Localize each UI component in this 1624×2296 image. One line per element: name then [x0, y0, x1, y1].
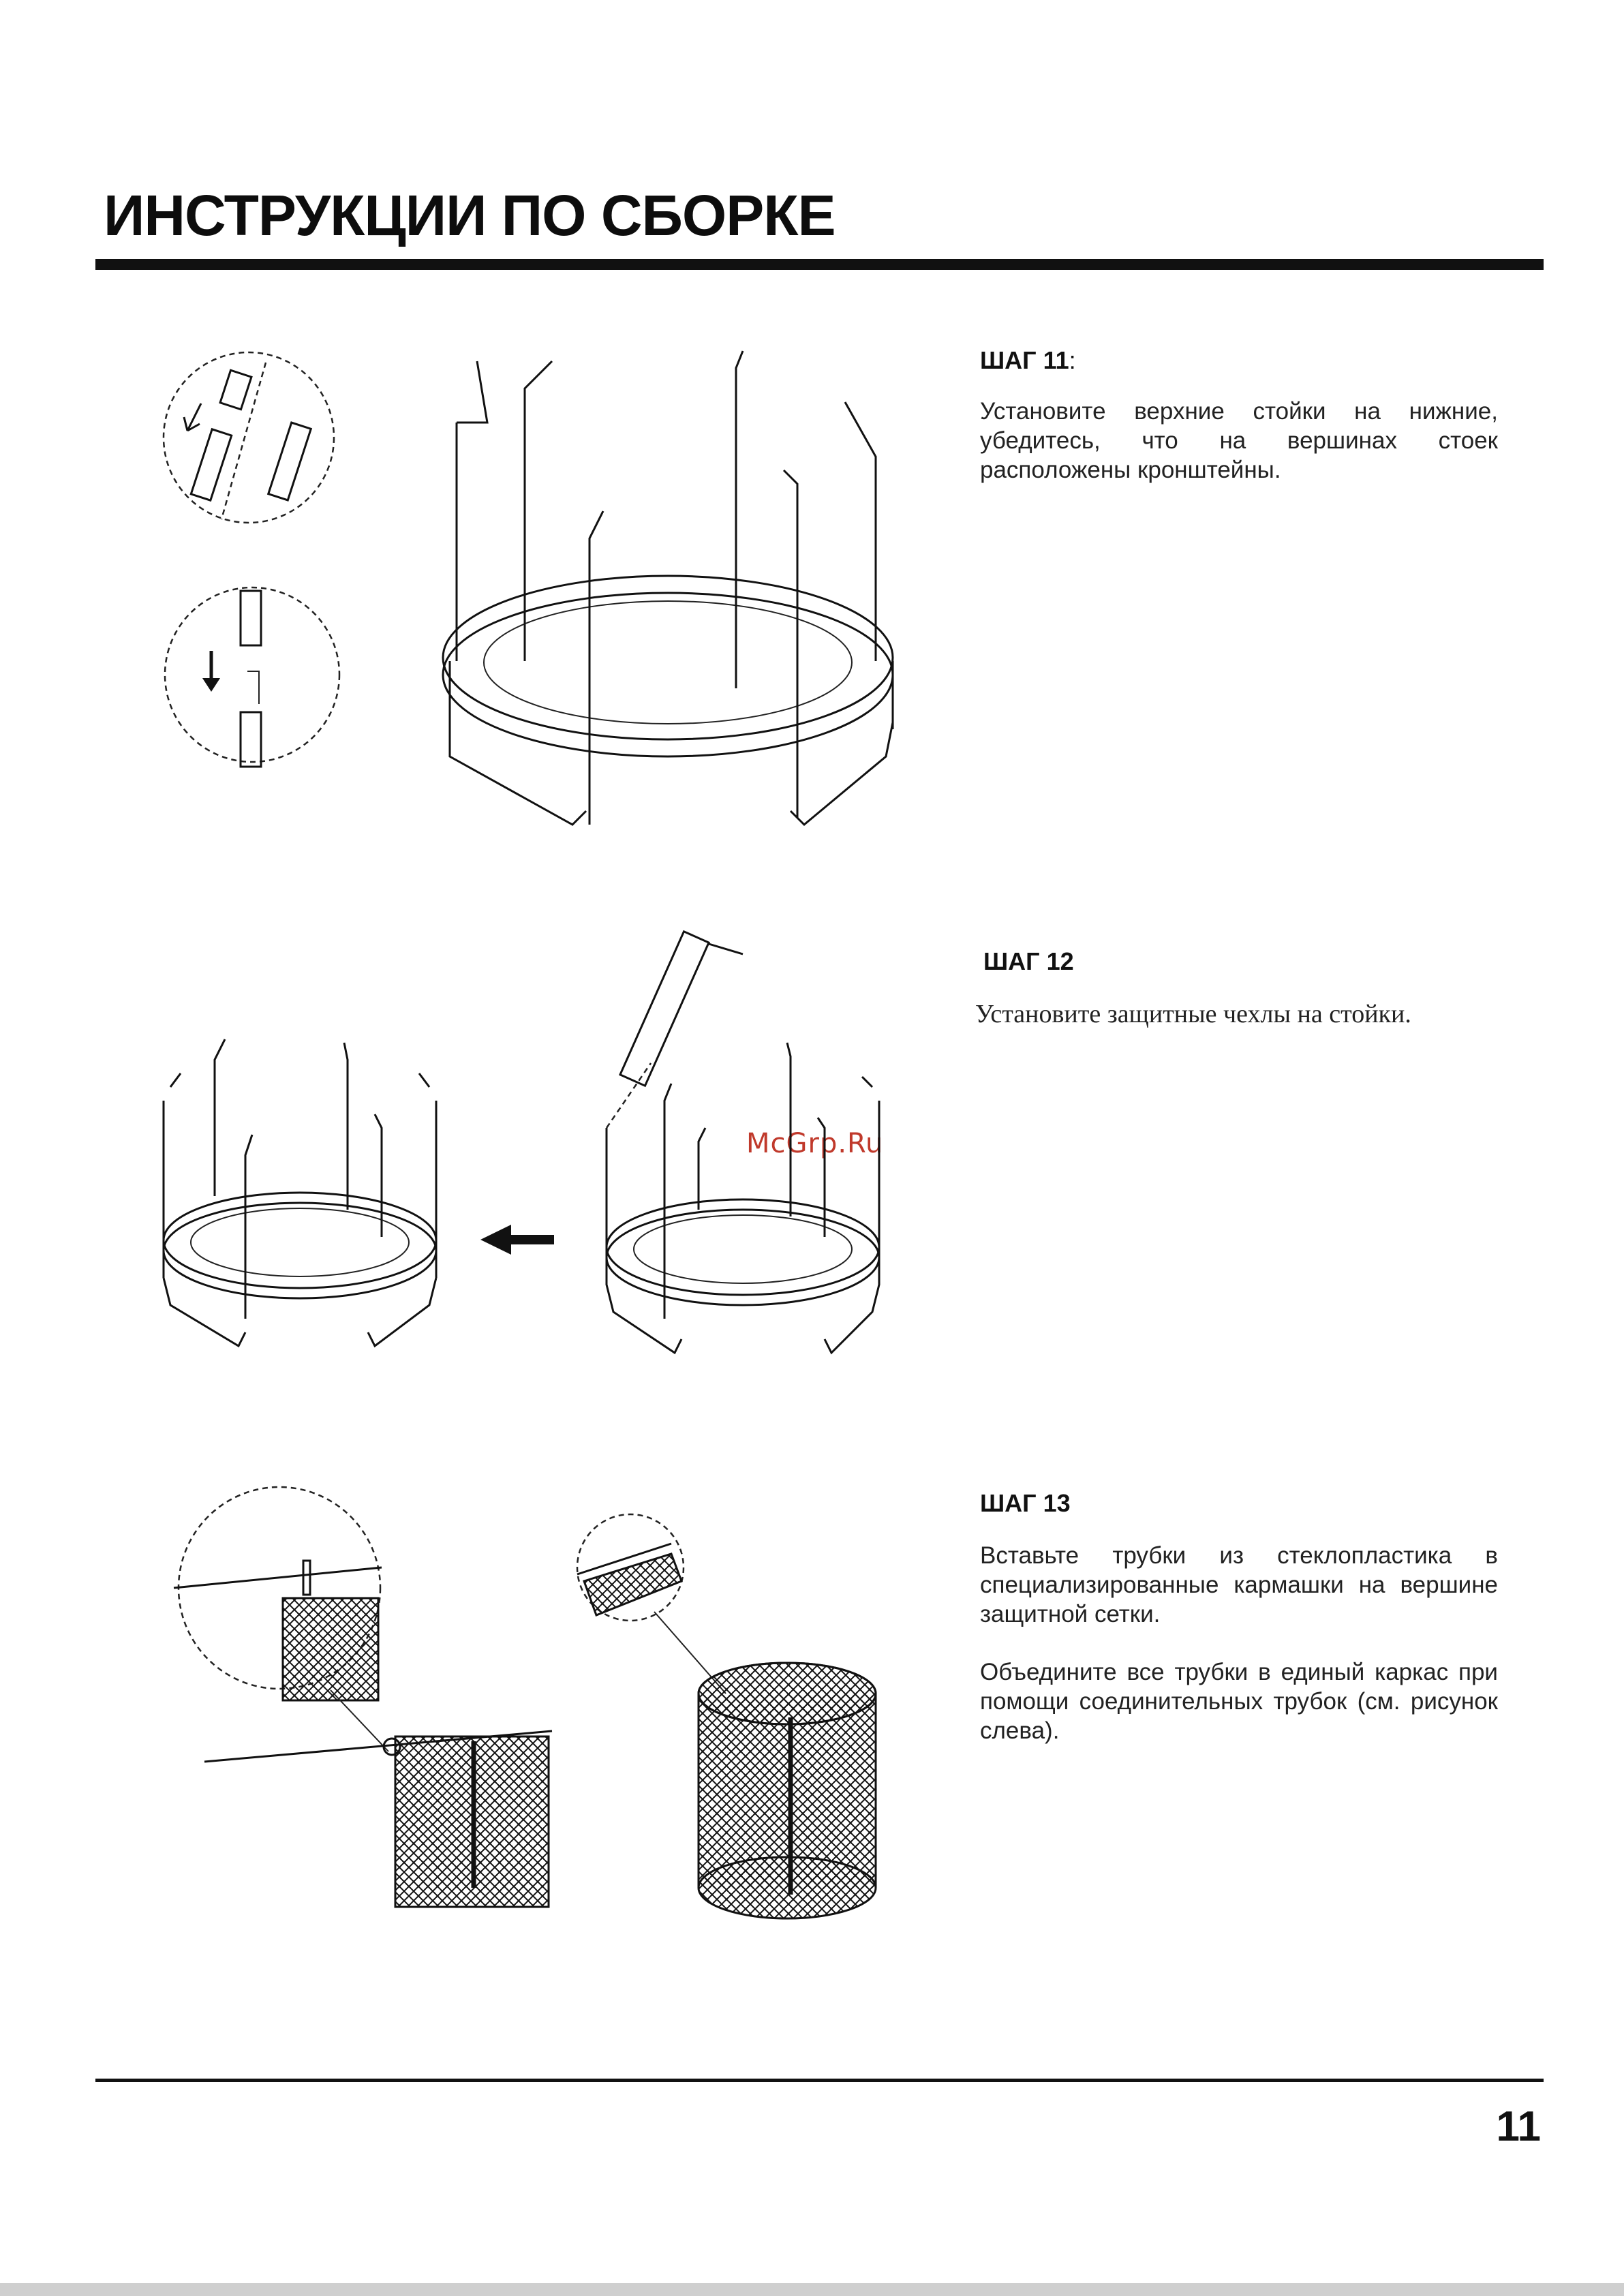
step-13-heading — [980, 1489, 1498, 1518]
assembled-net-cylinder — [569, 1513, 889, 1922]
bottom-strip — [0, 2283, 1624, 2296]
step-11-label: ШАГ 11 — [980, 346, 1069, 374]
arrow-down-icon — [202, 678, 220, 692]
step-12-label: ШАГ 12 — [983, 947, 1074, 975]
footer-rule — [95, 2079, 1544, 2082]
step-11-heading — [980, 346, 1498, 375]
header-rule — [95, 259, 1544, 270]
trampoline-cover-install — [600, 923, 886, 1360]
page-number: 11 — [1496, 2103, 1541, 2150]
detail-circle-insert — [160, 583, 344, 767]
step-13-label: ШАГ 13 — [980, 1489, 1071, 1517]
step-12-body — [975, 999, 1501, 1029]
arrow-left-icon — [480, 1223, 555, 1257]
step-12-paragraph: Установите защитные чехлы на стойки. — [975, 1000, 1411, 1028]
watermark: McGrp.Ru — [746, 1128, 884, 1159]
trampoline-upper-poles — [436, 348, 900, 838]
step-11-paragraph: Установите верхние стойки на нижние, убедитесь, что на вершинах стоек расположены кронштейны. — [980, 398, 1498, 483]
step-12-heading — [983, 947, 1501, 976]
step-12 — [975, 947, 1501, 1058]
step-13-paragraph-2: Объедините все трубки в единый каркас при помощи соединительных трубок (см. рисунок слева). — [980, 1659, 1498, 1744]
step-13 — [980, 1489, 1498, 1774]
detail-circle-bracket — [160, 349, 337, 526]
net-pocket-detail — [170, 1486, 566, 1908]
step-11 — [980, 346, 1498, 513]
step-13-body — [980, 1541, 1498, 1745]
step-11-colon: : — [1069, 346, 1076, 374]
step-13-paragraph-1: Вставьте трубки из стеклопластика в специализированные кармашки на вершине защитной сетки. — [980, 1542, 1498, 1627]
trampoline-with-covers — [157, 1032, 443, 1353]
page-title: ИНСТРУКЦИИ ПО СБОРКЕ — [104, 183, 836, 247]
step-11-body — [980, 397, 1498, 485]
arrow-down-icon — [184, 403, 201, 431]
